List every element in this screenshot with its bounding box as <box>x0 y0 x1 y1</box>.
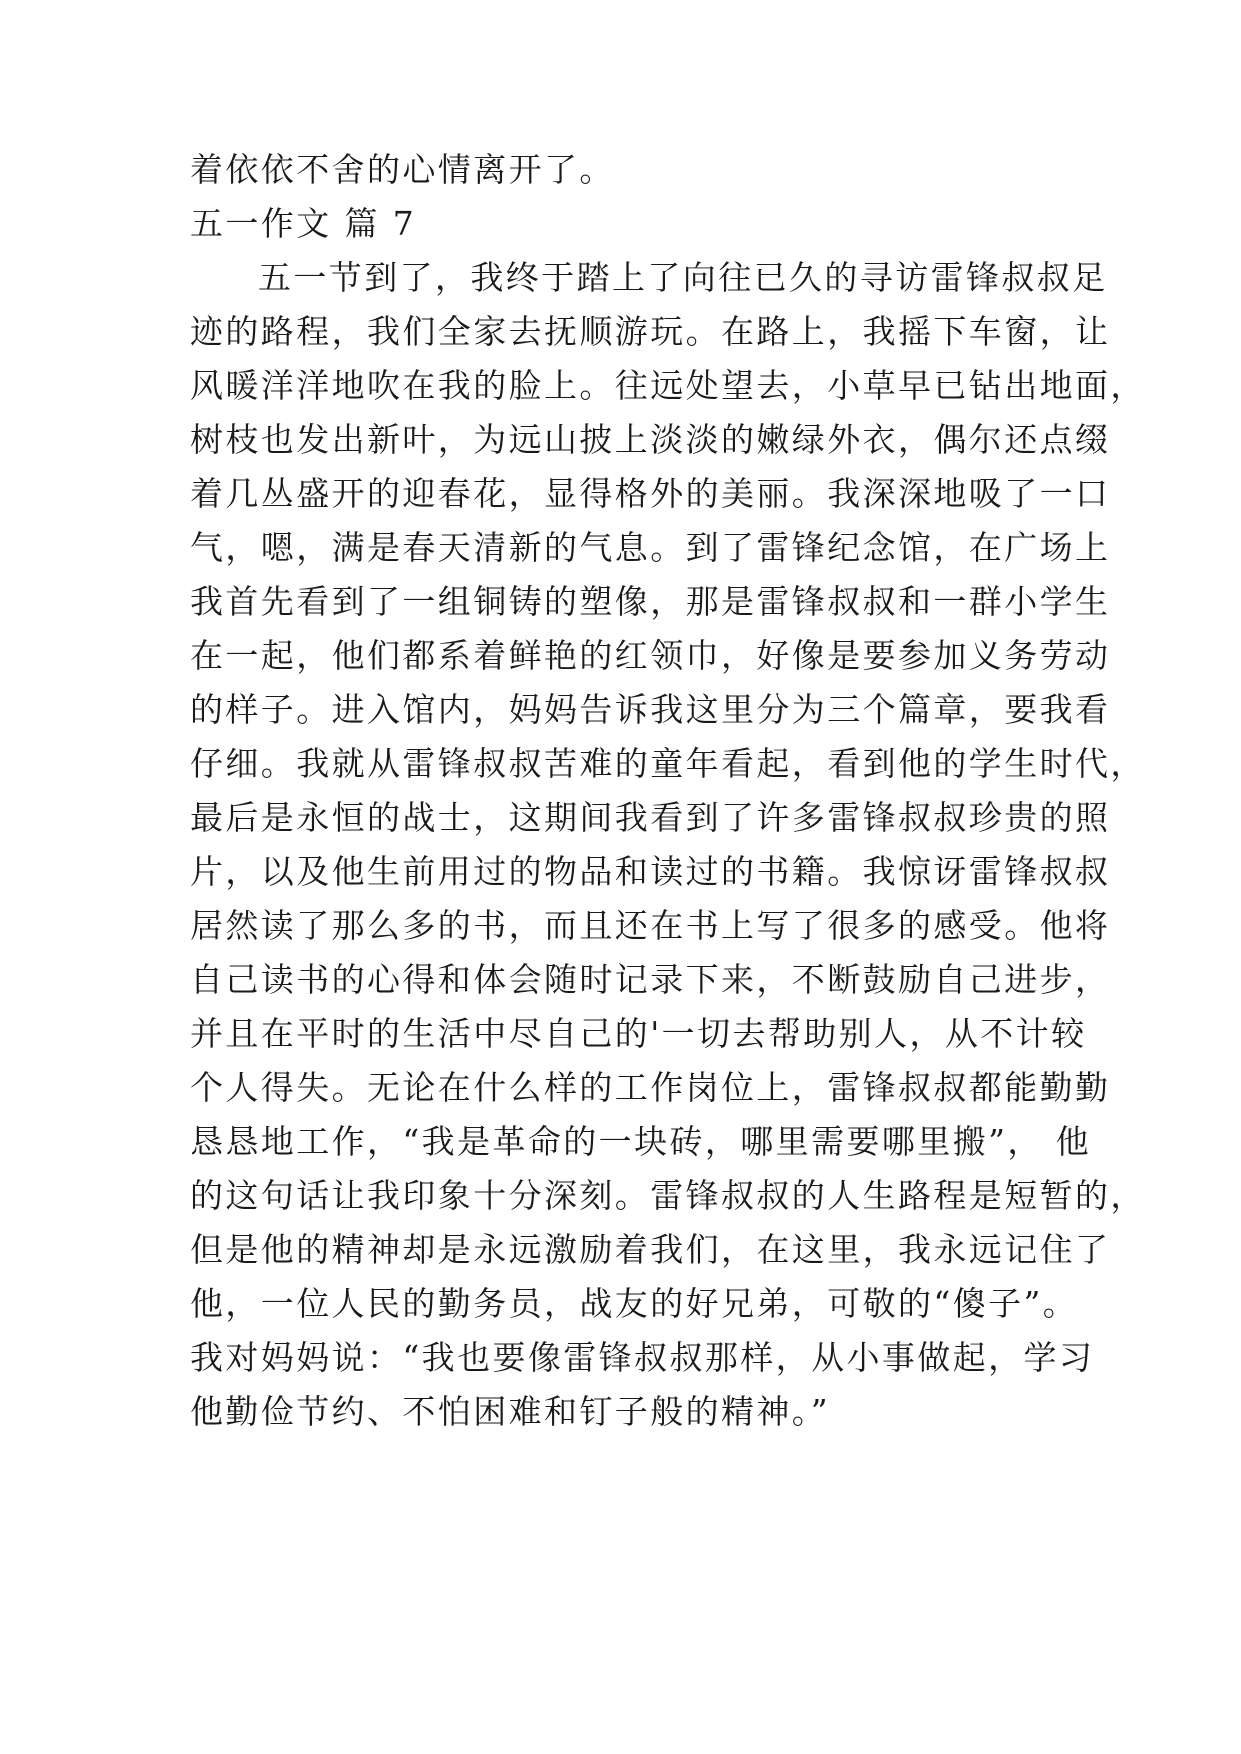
paragraph-line: 个人得失。无论在什么样的工作岗位上，雷锋叔叔都能勤勤 <box>190 1068 1111 1107</box>
paragraph-line: 片，以及他生前用过的物品和读过的书籍。我惊讶雷锋叔叔 <box>190 852 1111 891</box>
paragraph-line: 自己读书的心得和体会随时记录下来，不断鼓励自己进步， <box>190 960 1111 999</box>
paragraph-line: 树枝也发出新叶，为远山披上淡淡的嫩绿外衣，偶尔还点缀 <box>190 420 1111 459</box>
paragraph-line: 在一起，他们都系着鲜艳的红领巾，好像是要参加义务劳动 <box>190 636 1111 675</box>
paragraph-line: 着几丛盛开的迎春花，显得格外的美丽。我深深地吸了一口 <box>190 474 1111 513</box>
paragraph-line: 五一节到了，我终于踏上了向往已久的寻访雷锋叔叔足 <box>258 258 1108 297</box>
paragraph-line: 但是他的精神却是永远激励着我们，在这里，我永远记住了 <box>190 1230 1111 1269</box>
paragraph-line: 居然读了那么多的书，而且还在书上写了很多的感受。他将 <box>190 906 1111 945</box>
paragraph-line: 我首先看到了一组铜铸的塑像，那是雷锋叔叔和一群小学生 <box>190 582 1111 621</box>
paragraph-line: 的样子。进入馆内，妈妈告诉我这里分为三个篇章，要我看 <box>190 690 1111 729</box>
paragraph-line: 气，嗯，满是春天清新的气息。到了雷锋纪念馆，在广场上 <box>190 528 1111 567</box>
paragraph-line: 仔细。我就从雷锋叔叔苦难的童年看起，看到他的学生时代， <box>190 744 1146 783</box>
paragraph-line: 恳恳地工作，“我是革命的一块砖，哪里需要哪里搬”， 他 <box>190 1122 1092 1161</box>
continuation-line: 着依依不舍的心情离开了。 <box>190 150 615 189</box>
paragraph-line: 迹的路程，我们全家去抚顺游玩。在路上，我摇下车窗，让 <box>190 312 1111 351</box>
paragraph-line: 他，一位人民的勤务员，战友的好兄弟，可敬的“傻子”。 <box>190 1284 1079 1323</box>
paragraph-line: 的这句话让我印象十分深刻。雷锋叔叔的人生路程是短暂的， <box>190 1176 1146 1215</box>
paragraph-line: 风暖洋洋地吹在我的脸上。往远处望去，小草早已钻出地面， <box>190 366 1146 405</box>
paragraph-line: 他勤俭节约、不怕困难和钉子般的精神。” <box>190 1392 830 1431</box>
paragraph-line: 最后是永恒的战士，这期间我看到了许多雷锋叔叔珍贵的照 <box>190 798 1111 837</box>
section-heading: 五一作文 篇 7 <box>190 204 417 243</box>
paragraph-line: 我对妈妈说：“我也要像雷锋叔叔那样，从小事做起，学习 <box>190 1338 1095 1377</box>
paragraph-line: 并且在平时的生活中尽自己的'一切去帮助别人，从不计较 <box>190 1014 1087 1053</box>
